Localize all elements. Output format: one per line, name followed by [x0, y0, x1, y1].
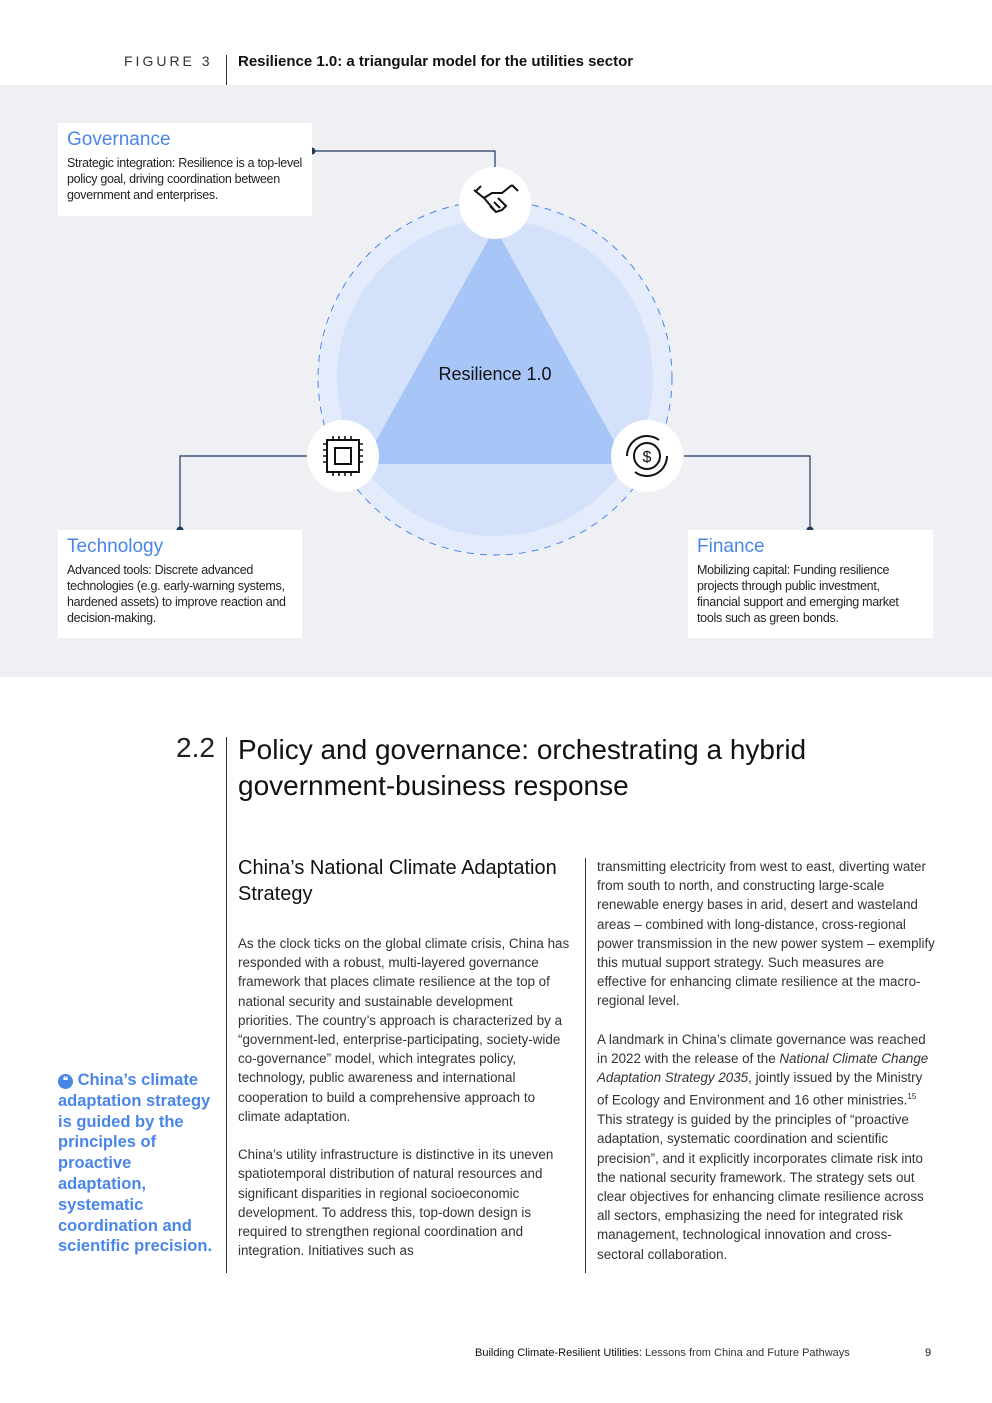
connector-governance: [312, 151, 495, 168]
dollar-cycle-icon: [611, 420, 683, 492]
finance-card: [688, 530, 933, 638]
right-column: [597, 857, 935, 1283]
figure-label: FIGURE 3: [124, 53, 213, 69]
section-title: Policy and governance: orchestrating a hybrid government-business response: [238, 734, 807, 801]
divider: [226, 737, 227, 1273]
paragraph: transmitting electricity from west to east, diverting water from south to north, and constructing large-scale renewable energy bases in arid, desert and wasteland areas – combined with long-distance, cross-regional power transmission in the new power system – exemplify this mutual support strategy. Such measures are effective for enhancing climate resilience at the macro-regional level.: [597, 859, 935, 1009]
svg-text:$: $: [642, 449, 652, 466]
strategy-title: National Climate Change Adaptation Strategy 2035: [597, 1051, 929, 1086]
figure-title: Resilience 1.0: a triangular model for the utilities sector: [238, 53, 634, 70]
technology-card: [58, 530, 302, 638]
center-label: Resilience 1.0: [438, 364, 552, 384]
quote-icon: ❝: [58, 1074, 73, 1089]
card-title: Governance: [67, 129, 171, 150]
paragraph: China’s utility infrastructure is distinctive in its uneven spatiotemporal distribution of natural resources and significant disparities in regional socioeconomic development. To address this, top-down design is required to strengthen regional coordination and integration. Initiatives such as: [238, 1147, 554, 1259]
footnote-ref[interactable]: 15: [907, 1092, 917, 1102]
chip-icon: [307, 420, 379, 492]
card-text: Strategic integration: Resilience is a top-level policy goal, driving coordination between government and enterprises.: [67, 156, 303, 202]
column-divider: [585, 858, 586, 1273]
section-number: 2.2: [176, 732, 215, 763]
governance-card: [58, 123, 312, 216]
card-title: Technology: [67, 536, 164, 557]
connector-technology: [180, 456, 308, 530]
left-column: [238, 934, 570, 1280]
footer: Building Climate-Resilient Utilities: Lessons from China and Future Pathways: [475, 1347, 850, 1359]
card-text: Advanced tools: Discrete advanced technologies (e.g. early-warning systems, hardened assets) to improve reaction and decision-making.: [67, 563, 286, 625]
handshake-icon: [459, 167, 531, 239]
connector-finance: [684, 456, 810, 530]
paragraph: As the clock ticks on the global climate crisis, China has responded with a robust, multi-layered governance framework that places climate resilience at the top of national security and sustainable development priorities. The country’s approach is characterized by a “government-led, enterprise-participating, society-wide co-governance” model, which integrates policy, technology, public awareness and international cooperation to build a comprehensive approach to climate adaptation.: [238, 936, 570, 1124]
page-number: 9: [925, 1347, 932, 1359]
card-title: Finance: [697, 536, 765, 557]
subheading: China’s National Climate Adaptation Strategy: [238, 857, 557, 905]
paragraph: A landmark in China’s climate governance was reached in 2022 with the release of the National Climate Change Adaptation Strategy 2035, jointly issued by the Ministry of Ecology and Environment and 16 other ministries.$^{15}$ This strategy is guided by the principles of “proactive adaptation, systematic coordination and scientific precision”, and it explicitly incorporates climate risk into the national security framework. The strategy sets out clear objectives for enhancing climate resilience across all sectors, emphasizing the need for integrated risk management, technological innovation and cross-sectoral collaboration.: [597, 1031, 929, 1262]
pull-quote: ❝ China’s climate adaptation strategy is guided by the principles of proactive adaptation, systematic coordination and scientific precision.: [58, 1071, 213, 1256]
card-text: Mobilizing capital: Funding resilience projects through public investment, financial support and emerging market tools such as green bonds.: [697, 563, 899, 625]
